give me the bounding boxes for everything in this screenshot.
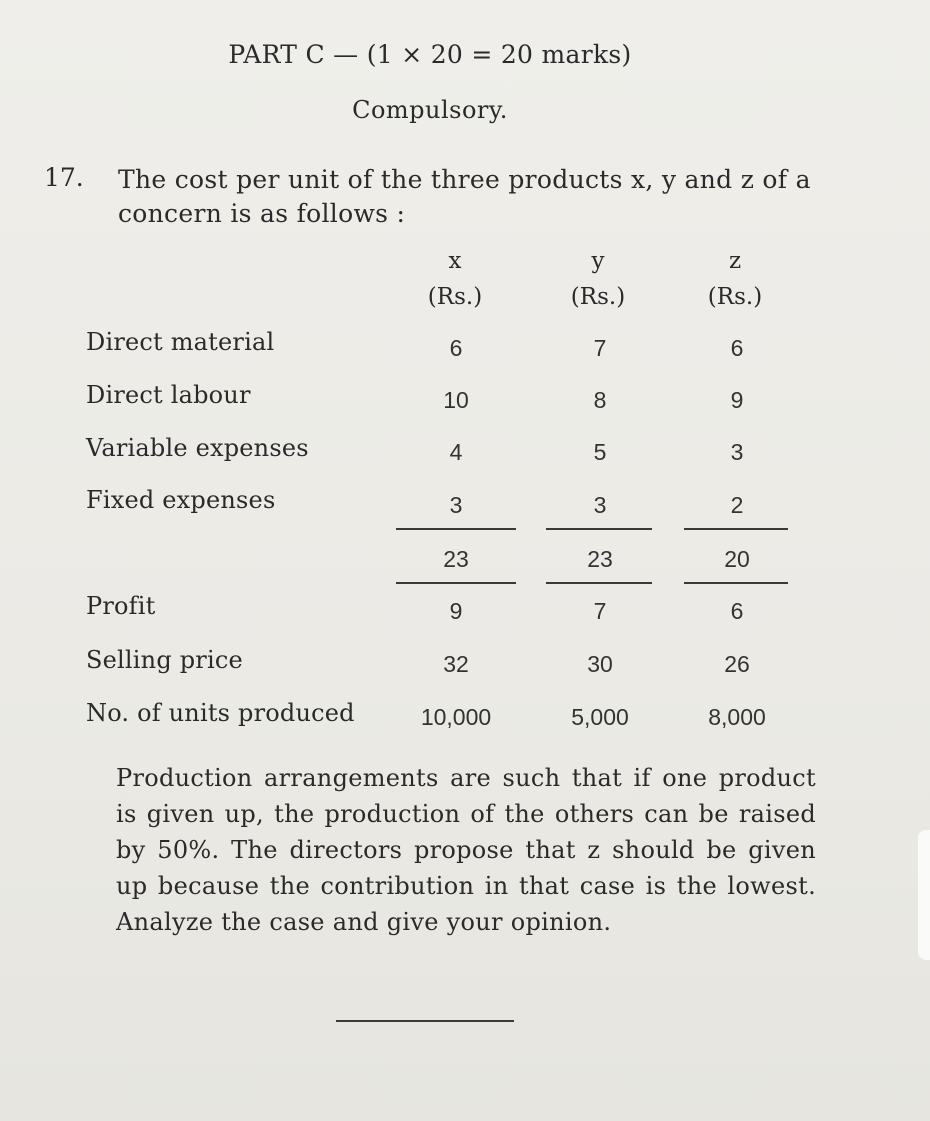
rule-below-total-y	[546, 582, 652, 584]
question-number: 17.	[44, 163, 84, 192]
row-label-profit: Profit	[86, 592, 156, 620]
end-rule	[336, 1020, 514, 1022]
part-subtitle: Compulsory.	[352, 96, 508, 124]
cell-direct-material-x: 6	[449, 335, 463, 361]
cell-fixed-expenses-z: 2	[730, 492, 744, 518]
cell-units-produced-x: 10,000	[420, 704, 492, 730]
cell-direct-material-z: 6	[730, 335, 744, 361]
row-label-selling-price: Selling price	[86, 646, 243, 674]
col-y-name: y	[591, 248, 605, 274]
cell-fixed-expenses-x: 3	[449, 492, 463, 518]
cell-total-x: 23	[443, 546, 469, 572]
cell-variable-expenses-x: 4	[449, 439, 463, 465]
col-z-name: z	[728, 248, 742, 274]
col-x-name: x	[448, 248, 462, 274]
col-z-unit: (Rs.)	[707, 284, 763, 310]
row-label-direct-material: Direct material	[86, 328, 275, 356]
question-intro: The cost per unit of the three products x, y and z of a concern is as follows :	[118, 165, 811, 228]
cell-selling-price-z: 26	[724, 651, 750, 677]
cell-profit-z: 6	[730, 598, 744, 624]
cell-direct-material-y: 7	[593, 335, 607, 361]
col-y-unit: (Rs.)	[570, 284, 626, 310]
rule-above-total-z	[684, 528, 788, 530]
cell-fixed-expenses-y: 3	[593, 492, 607, 518]
page-edge-tab	[918, 830, 930, 960]
cell-units-produced-z: 8,000	[708, 704, 766, 730]
col-x-unit: (Rs.)	[427, 284, 483, 310]
rule-above-total-x	[396, 528, 516, 530]
cell-variable-expenses-z: 3	[730, 439, 744, 465]
row-label-variable-expenses: Variable expenses	[86, 434, 309, 462]
cell-selling-price-x: 32	[443, 651, 469, 677]
row-label-units-produced: No. of units produced	[86, 699, 355, 727]
cell-direct-labour-z: 9	[730, 387, 744, 413]
rule-below-total-x	[396, 582, 516, 584]
question-paragraph: Production arrangements are such that if one product is given up, the production of the others can be raised by 50%. The directors propose that z should be given up because the contribution in that case is the lowest. Analyze the case and give your opinion.	[116, 764, 816, 936]
row-label-fixed-expenses: Fixed expenses	[86, 486, 276, 514]
cell-selling-price-y: 30	[587, 651, 613, 677]
cell-profit-y: 7	[593, 598, 607, 624]
rule-below-total-z	[684, 582, 788, 584]
row-label-direct-labour: Direct labour	[86, 381, 251, 409]
cell-profit-x: 9	[449, 598, 463, 624]
cell-total-y: 23	[587, 546, 613, 572]
cell-direct-labour-y: 8	[593, 387, 607, 413]
cell-variable-expenses-y: 5	[593, 439, 607, 465]
cell-direct-labour-x: 10	[443, 387, 469, 413]
rule-above-total-y	[546, 528, 652, 530]
cell-units-produced-y: 5,000	[571, 704, 629, 730]
part-title: PART C — (1 × 20 = 20 marks)	[228, 40, 632, 69]
cell-total-z: 20	[724, 546, 750, 572]
